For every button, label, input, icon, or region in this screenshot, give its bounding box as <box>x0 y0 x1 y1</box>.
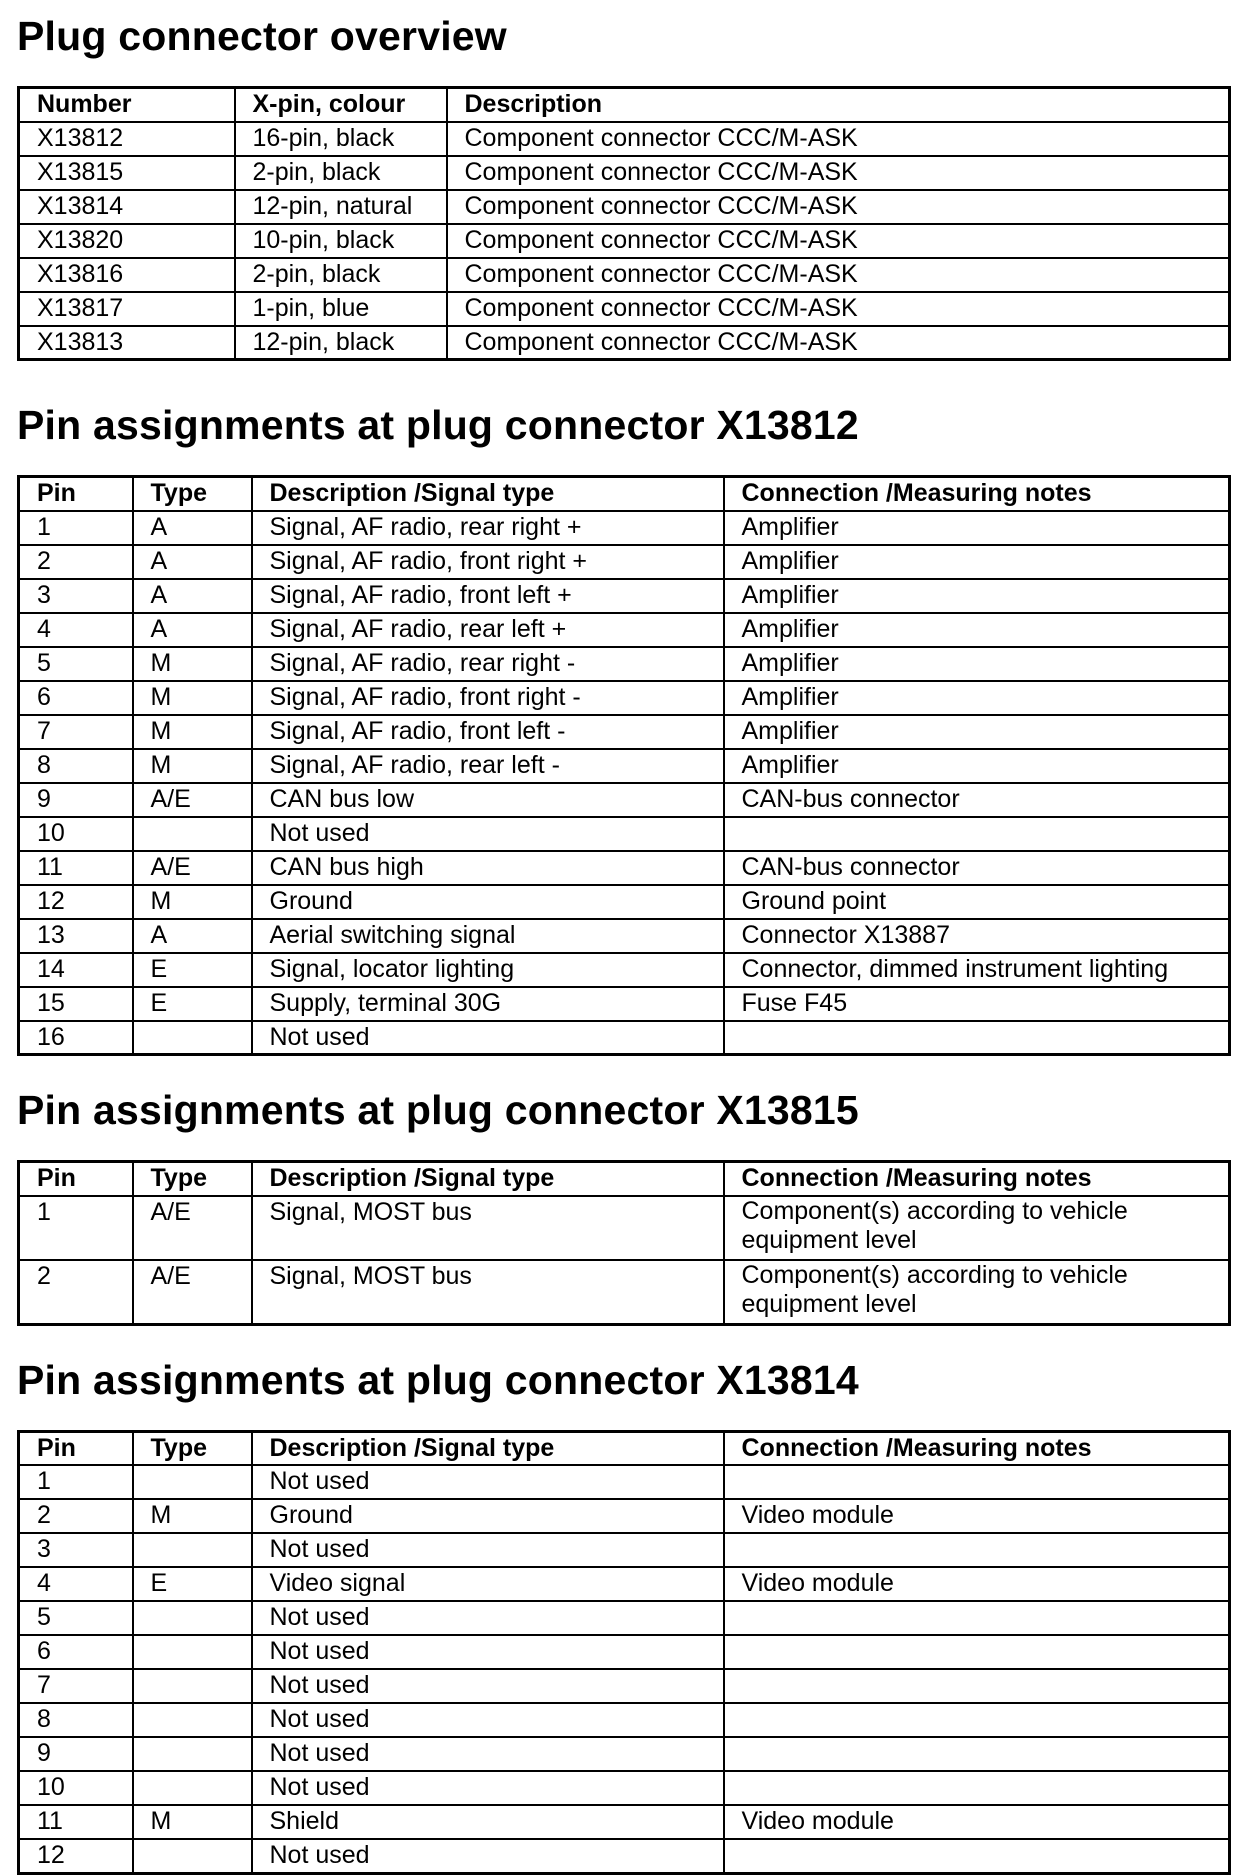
table-row <box>19 1196 1230 1260</box>
table-cell <box>133 817 252 851</box>
column-header-type: Type <box>133 1162 252 1196</box>
table-row <box>19 156 1230 190</box>
x13812-table-body <box>19 511 1230 1055</box>
table-row <box>19 647 1230 681</box>
table-cell <box>133 1669 252 1703</box>
document-page <box>17 12 1231 1875</box>
table-cell: Amplifier <box>724 715 1230 749</box>
table-cell: E <box>133 1567 252 1601</box>
table-cell <box>133 1635 252 1669</box>
table-cell <box>724 1601 1230 1635</box>
table-cell: Amplifier <box>724 579 1230 613</box>
column-header-description: Description /Signal type <box>252 1162 724 1196</box>
column-header-xpin-colour: X-pin, colour <box>235 88 447 122</box>
table-cell: Amplifier <box>724 681 1230 715</box>
overview-table-body <box>19 122 1230 360</box>
table-cell: Signal, AF radio, rear left - <box>252 749 724 783</box>
table-cell: Shield <box>252 1805 724 1839</box>
table-cell <box>133 1737 252 1771</box>
table-cell: Signal, MOST bus <box>252 1260 724 1325</box>
column-header-type: Type <box>133 477 252 511</box>
table-cell: X13812 <box>19 122 235 156</box>
table-cell: Not used <box>252 1533 724 1567</box>
table-row <box>19 1805 1230 1839</box>
table-row <box>19 817 1230 851</box>
table-cell: Signal, AF radio, rear right + <box>252 511 724 545</box>
table-row <box>19 1499 1230 1533</box>
table-cell: Not used <box>252 1839 724 1873</box>
column-header-description: Description /Signal type <box>252 1431 724 1465</box>
table-cell: 12 <box>19 885 133 919</box>
table-row <box>19 258 1230 292</box>
table-cell: Not used <box>252 1465 724 1499</box>
table-cell <box>133 1771 252 1805</box>
table-cell: Video module <box>724 1805 1230 1839</box>
table-cell: 16 <box>19 1021 133 1055</box>
table-row <box>19 1260 1230 1325</box>
table-row <box>19 190 1230 224</box>
table-row <box>19 953 1230 987</box>
table-cell <box>133 1601 252 1635</box>
table-cell: Component connector CCC/M-ASK <box>447 326 1230 360</box>
table-cell: 10-pin, black <box>235 224 447 258</box>
table-cell: Component connector CCC/M-ASK <box>447 122 1230 156</box>
table-cell: Not used <box>252 1771 724 1805</box>
table-cell: Component(s) according to vehicle equipment level <box>724 1196 1230 1260</box>
table-cell: Amplifier <box>724 647 1230 681</box>
table-cell: 1 <box>19 1465 133 1499</box>
table-cell: A <box>133 613 252 647</box>
table-row <box>19 224 1230 258</box>
table-cell: 5 <box>19 647 133 681</box>
table-row <box>19 545 1230 579</box>
table-cell: 10 <box>19 817 133 851</box>
table-cell: Signal, MOST bus <box>252 1196 724 1260</box>
table-cell <box>133 1465 252 1499</box>
table-cell: Component connector CCC/M-ASK <box>447 258 1230 292</box>
table-row <box>19 1567 1230 1601</box>
table-cell: 2 <box>19 545 133 579</box>
table-cell: 12-pin, natural <box>235 190 447 224</box>
column-header-pin: Pin <box>19 1162 133 1196</box>
table-cell: Signal, AF radio, front right - <box>252 681 724 715</box>
table-cell <box>724 1021 1230 1055</box>
table-cell: Not used <box>252 1669 724 1703</box>
table-cell: Component connector CCC/M-ASK <box>447 156 1230 190</box>
table-cell: Not used <box>252 1601 724 1635</box>
table-cell: Aerial switching signal <box>252 919 724 953</box>
table-cell <box>724 1635 1230 1669</box>
table-row <box>19 885 1230 919</box>
table-row <box>19 613 1230 647</box>
table-cell: Connector, dimmed instrument lighting <box>724 953 1230 987</box>
table-cell: Ground <box>252 885 724 919</box>
table-cell: 15 <box>19 987 133 1021</box>
table-cell: Not used <box>252 817 724 851</box>
x13814-title: Pin assignments at plug connector X13814 <box>17 1356 859 1403</box>
table-cell: Supply, terminal 30G <box>252 987 724 1021</box>
table-row <box>19 987 1230 1021</box>
table-cell: 1 <box>19 511 133 545</box>
table-header-row <box>19 477 1230 511</box>
x13812-title: Pin assignments at plug connector X13812 <box>17 402 859 448</box>
table-cell: CAN bus high <box>252 851 724 885</box>
table-row <box>19 511 1230 545</box>
table-cell <box>133 1703 252 1737</box>
table-cell: CAN-bus connector <box>724 851 1230 885</box>
table-cell: X13816 <box>19 258 235 292</box>
column-header-connection: Connection /Measuring notes <box>724 1431 1230 1465</box>
table-cell <box>724 1771 1230 1805</box>
table-cell: X13815 <box>19 156 235 190</box>
table-cell: 5 <box>19 1601 133 1635</box>
table-cell: M <box>133 647 252 681</box>
table-row <box>19 1669 1230 1703</box>
table-cell: 16-pin, black <box>235 122 447 156</box>
x13814-table-body <box>19 1465 1230 1873</box>
table-cell: 6 <box>19 1635 133 1669</box>
table-cell: A <box>133 545 252 579</box>
table-cell: E <box>133 987 252 1021</box>
table-cell <box>724 1533 1230 1567</box>
table-row <box>19 1533 1230 1567</box>
table-cell: 2-pin, black <box>235 156 447 190</box>
table-cell: 3 <box>19 579 133 613</box>
table-cell: 7 <box>19 1669 133 1703</box>
table-row <box>19 1465 1230 1499</box>
table-cell: Connector X13887 <box>724 919 1230 953</box>
table-cell: E <box>133 953 252 987</box>
table-cell <box>724 817 1230 851</box>
table-cell: 6 <box>19 681 133 715</box>
table-cell: Component connector CCC/M-ASK <box>447 292 1230 326</box>
table-cell: 11 <box>19 851 133 885</box>
table-cell: Video module <box>724 1567 1230 1601</box>
table-cell: Not used <box>252 1703 724 1737</box>
table-cell: Amplifier <box>724 545 1230 579</box>
table-cell: 2-pin, black <box>235 258 447 292</box>
table-cell: Signal, AF radio, front right + <box>252 545 724 579</box>
table-cell: Not used <box>252 1737 724 1771</box>
table-cell <box>133 1839 252 1873</box>
table-row <box>19 326 1230 360</box>
table-cell: Signal, AF radio, front left - <box>252 715 724 749</box>
table-row <box>19 1839 1230 1873</box>
table-row <box>19 1635 1230 1669</box>
table-cell <box>133 1533 252 1567</box>
table-cell <box>724 1839 1230 1873</box>
x13814-pin-table <box>17 1430 1231 1875</box>
table-cell: Signal, AF radio, front left + <box>252 579 724 613</box>
table-cell: Ground point <box>724 885 1230 919</box>
table-row <box>19 579 1230 613</box>
column-header-type: Type <box>133 1431 252 1465</box>
column-header-pin: Pin <box>19 477 133 511</box>
table-cell: 1-pin, blue <box>235 292 447 326</box>
table-cell <box>724 1703 1230 1737</box>
table-row <box>19 122 1230 156</box>
table-cell: 4 <box>19 1567 133 1601</box>
table-cell: M <box>133 749 252 783</box>
table-cell: Ground <box>252 1499 724 1533</box>
table-cell: 2 <box>19 1260 133 1325</box>
table-cell: 2 <box>19 1499 133 1533</box>
table-cell: 11 <box>19 1805 133 1839</box>
table-cell: 9 <box>19 783 133 817</box>
table-cell: Not used <box>252 1635 724 1669</box>
table-cell: X13813 <box>19 326 235 360</box>
table-row <box>19 783 1230 817</box>
table-cell: A <box>133 579 252 613</box>
table-cell: Video module <box>724 1499 1230 1533</box>
table-cell: 9 <box>19 1737 133 1771</box>
table-cell: A <box>133 511 252 545</box>
table-row <box>19 715 1230 749</box>
table-cell: 8 <box>19 1703 133 1737</box>
table-cell: 12 <box>19 1839 133 1873</box>
table-cell: A <box>133 919 252 953</box>
table-cell: CAN bus low <box>252 783 724 817</box>
table-cell: X13814 <box>19 190 235 224</box>
table-cell: M <box>133 715 252 749</box>
table-cell: Fuse F45 <box>724 987 1230 1021</box>
table-cell: M <box>133 1805 252 1839</box>
table-cell: M <box>133 885 252 919</box>
table-cell: A/E <box>133 783 252 817</box>
table-cell: 12-pin, black <box>235 326 447 360</box>
table-cell: Component connector CCC/M-ASK <box>447 190 1230 224</box>
table-cell <box>724 1465 1230 1499</box>
table-cell: 1 <box>19 1196 133 1260</box>
table-cell: X13817 <box>19 292 235 326</box>
table-header-row <box>19 1431 1230 1465</box>
x13815-table-body <box>19 1196 1230 1325</box>
table-cell <box>133 1021 252 1055</box>
table-row <box>19 1737 1230 1771</box>
table-cell: Amplifier <box>724 511 1230 545</box>
column-header-connection: Connection /Measuring notes <box>724 477 1230 511</box>
table-cell: 4 <box>19 613 133 647</box>
overview-title: Plug connector overview <box>17 13 507 59</box>
table-cell: Component connector CCC/M-ASK <box>447 224 1230 258</box>
table-cell <box>724 1737 1230 1771</box>
table-cell: 7 <box>19 715 133 749</box>
table-header-row <box>19 1162 1230 1196</box>
table-cell: Amplifier <box>724 613 1230 647</box>
table-cell: Not used <box>252 1021 724 1055</box>
column-header-description: Description /Signal type <box>252 477 724 511</box>
table-cell: Signal, AF radio, rear left + <box>252 613 724 647</box>
table-cell: 13 <box>19 919 133 953</box>
table-cell: Component(s) according to vehicle equipment level <box>724 1260 1230 1325</box>
table-row <box>19 1703 1230 1737</box>
table-row <box>19 919 1230 953</box>
table-row <box>19 1601 1230 1635</box>
table-row <box>19 681 1230 715</box>
overview-table <box>17 86 1231 361</box>
x13812-pin-table <box>17 475 1231 1056</box>
table-row <box>19 1771 1230 1805</box>
table-row <box>19 851 1230 885</box>
table-cell: Signal, locator lighting <box>252 953 724 987</box>
x13815-title: Pin assignments at plug connector X13815 <box>17 1087 859 1133</box>
column-header-connection: Connection /Measuring notes <box>724 1162 1230 1196</box>
table-row <box>19 292 1230 326</box>
column-header-pin: Pin <box>19 1431 133 1465</box>
table-header-row <box>19 88 1230 122</box>
table-row <box>19 749 1230 783</box>
table-cell: M <box>133 681 252 715</box>
table-cell: M <box>133 1499 252 1533</box>
table-cell: Signal, AF radio, rear right - <box>252 647 724 681</box>
column-header-description: Description <box>447 88 1230 122</box>
table-row <box>19 1021 1230 1055</box>
table-cell: CAN-bus connector <box>724 783 1230 817</box>
table-cell: A/E <box>133 1260 252 1325</box>
x13815-pin-table <box>17 1160 1231 1326</box>
column-header-number: Number <box>19 88 235 122</box>
table-cell: Amplifier <box>724 749 1230 783</box>
table-cell: 10 <box>19 1771 133 1805</box>
table-cell: A/E <box>133 851 252 885</box>
table-cell: 8 <box>19 749 133 783</box>
table-cell: 14 <box>19 953 133 987</box>
table-cell: X13820 <box>19 224 235 258</box>
table-cell: 3 <box>19 1533 133 1567</box>
table-cell: A/E <box>133 1196 252 1260</box>
table-cell: Video signal <box>252 1567 724 1601</box>
table-cell <box>724 1669 1230 1703</box>
